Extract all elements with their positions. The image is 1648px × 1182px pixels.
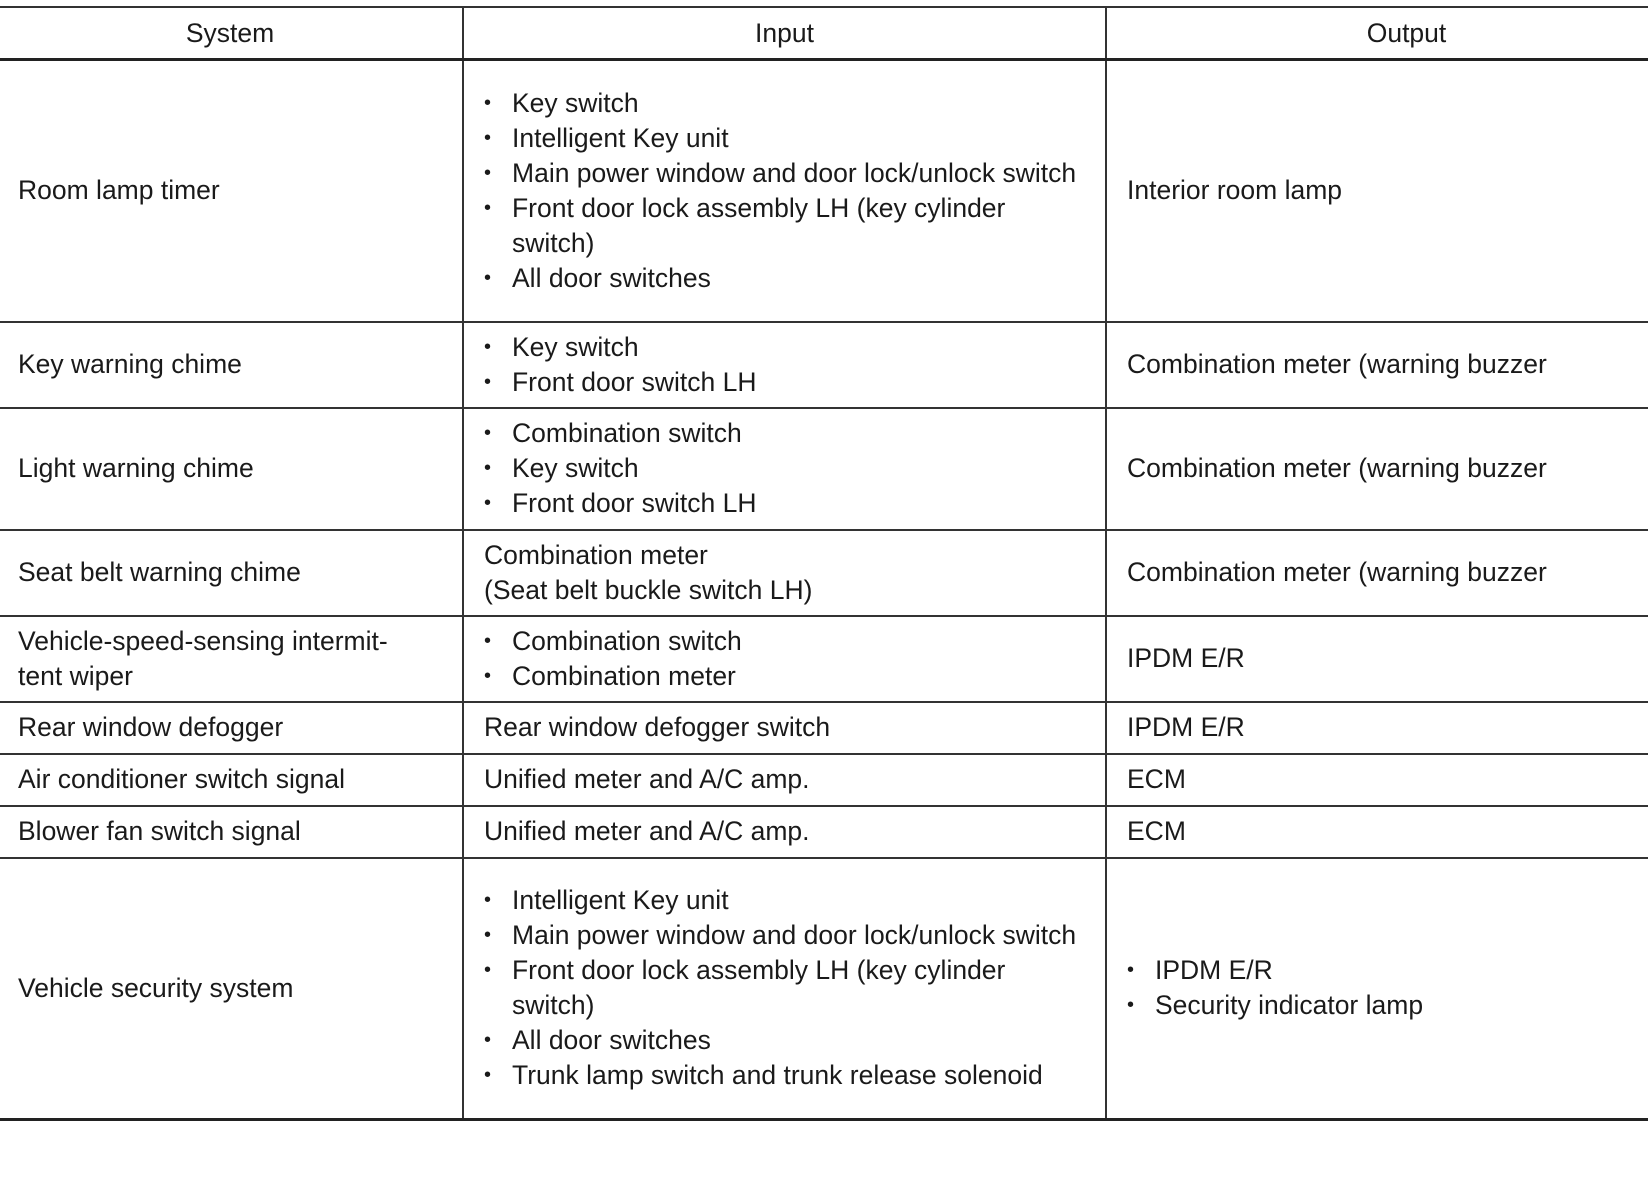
output-cell: Combination meter (warning buzzer [1106, 322, 1648, 408]
table-row [0, 858, 1648, 1120]
system-io-table [0, 6, 1648, 1121]
list-item: • Combination switch [484, 416, 1085, 451]
input-cell [463, 322, 1106, 408]
input-cell [463, 616, 1106, 702]
system-cell: Key warning chime [0, 322, 463, 408]
list-item: • Intelligent Key unit [484, 121, 1085, 156]
system-cell: Seat belt warning chime [0, 530, 463, 616]
system-cell: Room lamp timer [0, 60, 463, 322]
header-system: System [0, 7, 463, 60]
system-io-table-container [0, 6, 1648, 1121]
table-row [0, 60, 1648, 322]
output-cell: ECM [1106, 754, 1648, 806]
list-item: • Intelligent Key unit [484, 883, 1085, 918]
input-cell: Unified meter and A/C amp. [463, 754, 1106, 806]
system-cell: Light warning chime [0, 408, 463, 530]
input-bullet-list [484, 86, 1085, 296]
input-bullet-list [484, 330, 1085, 400]
list-item: • Front door switch LH [484, 486, 1085, 521]
system-line: Vehicle-speed-sensing intermit- [18, 625, 388, 656]
list-item: • Key switch [484, 86, 1085, 121]
list-item: • Front door lock assembly LH (key cylinder switch) [484, 191, 1085, 261]
system-cell: Blower fan switch signal [0, 806, 463, 858]
input-cell [463, 858, 1106, 1120]
input-line: (Seat belt buckle switch LH) [484, 574, 813, 605]
output-cell: IPDM E/R [1106, 702, 1648, 754]
header-output: Output [1106, 7, 1648, 60]
system-line: tent wiper [18, 660, 133, 691]
input-cell [463, 408, 1106, 530]
table-row [0, 616, 1648, 702]
list-item: • All door switches [484, 1023, 1085, 1058]
list-item: • IPDM E/R [1127, 953, 1648, 988]
table-row [0, 322, 1648, 408]
list-item: • Main power window and door lock/unlock switch [484, 918, 1085, 953]
output-cell: Combination meter (warning buzzer [1106, 408, 1648, 530]
input-line: Combination meter [484, 539, 708, 570]
list-item: • Key switch [484, 451, 1085, 486]
table-header-row [0, 7, 1648, 60]
output-cell: IPDM E/R [1106, 616, 1648, 702]
input-bullet-list [484, 883, 1085, 1093]
header-input: Input [463, 7, 1106, 60]
table-row [0, 530, 1648, 616]
table-row [0, 408, 1648, 530]
input-bullet-list [484, 624, 1085, 694]
list-item: • Key switch [484, 330, 1085, 365]
list-item: • Trunk lamp switch and trunk release solenoid [484, 1058, 1085, 1093]
list-item: • Combination meter [484, 659, 1085, 694]
list-item: • All door switches [484, 261, 1085, 296]
system-cell: Vehicle security system [0, 858, 463, 1120]
list-item: • Front door lock assembly LH (key cylinder switch) [484, 953, 1085, 1023]
list-item: • Combination switch [484, 624, 1085, 659]
system-cell: Rear window defogger [0, 702, 463, 754]
input-bullet-list [484, 416, 1085, 521]
input-cell: Unified meter and A/C amp. [463, 806, 1106, 858]
output-cell: ECM [1106, 806, 1648, 858]
output-cell: Combination meter (warning buzzer [1106, 530, 1648, 616]
list-item: • Security indicator lamp [1127, 988, 1648, 1023]
output-bullet-list [1127, 953, 1648, 1023]
table-row [0, 754, 1648, 806]
table-row [0, 702, 1648, 754]
input-cell [463, 530, 1106, 616]
input-cell: Rear window defogger switch [463, 702, 1106, 754]
table-row [0, 806, 1648, 858]
system-cell: Air conditioner switch signal [0, 754, 463, 806]
output-cell [1106, 858, 1648, 1120]
system-cell [0, 616, 463, 702]
list-item: • Front door switch LH [484, 365, 1085, 400]
input-cell [463, 60, 1106, 322]
output-cell: Interior room lamp [1106, 60, 1648, 322]
list-item: • Main power window and door lock/unlock switch [484, 156, 1085, 191]
